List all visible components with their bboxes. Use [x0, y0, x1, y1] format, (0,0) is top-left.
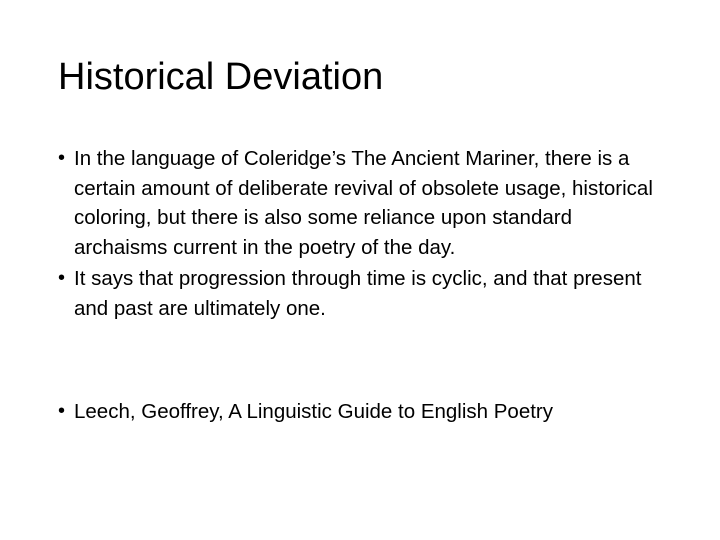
- bullet-text: It says that progression through time is cyclic, and that present and past are ultimately one.: [74, 267, 642, 320]
- slide-title: Historical Deviation: [58, 56, 384, 98]
- bullet-marker: •: [58, 267, 66, 289]
- bullet-list: [58, 144, 668, 427]
- bullet-text: Leech, Geoffrey, A Linguistic Guide to English Poetry: [74, 400, 553, 423]
- bullet-marker: •: [58, 147, 66, 169]
- bullet-marker: •: [58, 400, 66, 422]
- bullet-item-cyclic-time: [58, 264, 668, 323]
- bullet-item-coleridge: [58, 144, 668, 262]
- bullet-item-reference: [58, 397, 668, 427]
- bullet-spacer: [58, 323, 668, 397]
- bullet-text: In the language of Coleridge’s The Ancient Mariner, there is a certain amount of deliberate revival of obsolete usage, historical coloring, but there is also some reliance upon standard archaisms current in the poetry of the day.: [74, 147, 653, 259]
